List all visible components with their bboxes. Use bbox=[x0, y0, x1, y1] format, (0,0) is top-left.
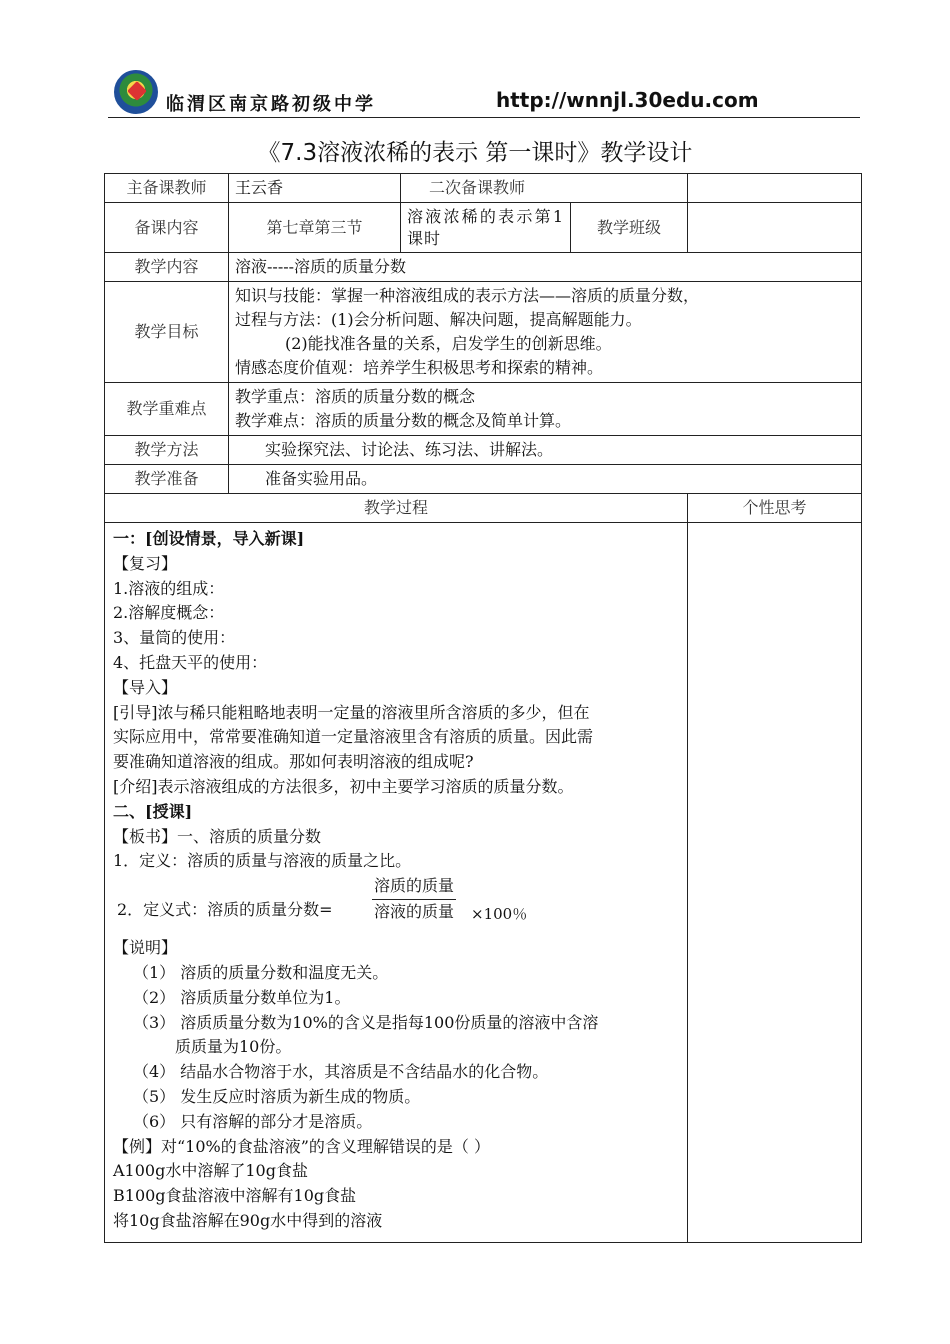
review-item: 2.溶解度概念： bbox=[113, 603, 225, 623]
example-option: B100g食盐溶液中溶解有10g食盐 bbox=[113, 1186, 357, 1206]
note-item: （4） 结晶水合物溶于水，其溶质是不含结晶水的化合物。 bbox=[133, 1062, 549, 1082]
lesson-value: 溶液浓稀的表示第1课时 bbox=[401, 203, 571, 253]
intro-line: [介绍]表示溶液组成的方法很多，初中主要学习溶质的质量分数。 bbox=[113, 776, 574, 796]
formula-numerator: 溶质的质量 bbox=[372, 874, 456, 900]
goals-value bbox=[229, 282, 862, 383]
example-option: A100g水中溶解了10g食盐 bbox=[113, 1161, 308, 1181]
formula-denominator: 溶液的质量 bbox=[374, 902, 455, 922]
note-item: （6） 只有溶解的部分才是溶质。 bbox=[133, 1111, 373, 1131]
review-item: 1.溶液的组成： bbox=[113, 578, 225, 598]
intro-line: 要准确知道溶液的组成。那如何表明溶液的组成呢? bbox=[113, 752, 474, 772]
formula-multiplier: ×100％ bbox=[471, 905, 528, 924]
lesson-plan-table bbox=[104, 173, 862, 1243]
goals-label: 教学目标 bbox=[105, 282, 229, 383]
review-item: 3、量筒的使用： bbox=[113, 628, 236, 648]
prep-label: 教学准备 bbox=[105, 465, 229, 494]
example-question: 【例】对“10%的食盐溶液”的含义理解错误的是（ ） bbox=[113, 1136, 491, 1156]
review-tag: 【复习】 bbox=[113, 553, 178, 573]
note-tag: 【说明】 bbox=[113, 938, 178, 958]
thinking-column bbox=[688, 523, 862, 1243]
formula bbox=[113, 874, 681, 924]
note-item-continued: 质质量为10份。 bbox=[175, 1037, 292, 1057]
intro-line: 实际应用中，常常要准确知道一定量溶液里含有溶质的质量。因此需 bbox=[113, 727, 594, 747]
main-teacher-label: 主备课教师 bbox=[105, 174, 229, 203]
process-content bbox=[105, 523, 688, 1243]
example-option: 将10g食盐溶解在90g水中得到的溶液 bbox=[113, 1210, 383, 1230]
key-value bbox=[229, 383, 862, 436]
method-label: 教学方法 bbox=[105, 436, 229, 465]
definition-line: 1．定义：溶质的质量与溶液的质量之比。 bbox=[113, 851, 412, 871]
goal-attitude: 情感态度价值观：培养学生积极思考和探索的精神。 bbox=[235, 358, 604, 377]
document-title: 《7.3溶液浓稀的表示 第一课时》教学设计 bbox=[257, 140, 693, 166]
chapter-value: 第七章第三节 bbox=[229, 203, 401, 253]
note-item: （2） 溶质质量分数单位为1。 bbox=[133, 987, 351, 1007]
note-item: （3） 溶质质量分数为10%的含义是指每100份质量的溶液中含溶 bbox=[133, 1012, 599, 1032]
goal-knowledge: 知识与技能：掌握一种溶液组成的表示方法——溶质的质量分数， bbox=[235, 286, 700, 305]
prep-value: 准备实验用品。 bbox=[229, 465, 862, 494]
goal-process-2: (2)能找准各量的关系，启发学生的创新思维。 bbox=[285, 334, 612, 353]
main-teacher-value: 王云香 bbox=[229, 174, 401, 203]
second-teacher-label: 二次备课教师 bbox=[401, 174, 688, 203]
content-label: 备课内容 bbox=[105, 203, 229, 253]
note-item: （5） 发生反应时溶质为新生成的物质。 bbox=[133, 1086, 421, 1106]
process-header: 教学过程 bbox=[105, 494, 688, 523]
method-value: 实验探究法、讨论法、练习法、讲解法。 bbox=[229, 436, 862, 465]
class-label: 教学班级 bbox=[571, 203, 688, 253]
formula-label: 2．定义式：溶质的质量分数= bbox=[117, 900, 333, 920]
review-item: 4、托盘天平的使用： bbox=[113, 652, 268, 672]
teach-content-value: 溶液-----溶质的质量分数 bbox=[229, 253, 862, 282]
thinking-header: 个性思考 bbox=[688, 494, 862, 523]
key-label: 教学重难点 bbox=[105, 383, 229, 436]
difficult-point: 教学难点：溶质的质量分数的概念及简单计算。 bbox=[235, 411, 572, 430]
second-teacher-value bbox=[688, 174, 862, 203]
teach-content-label: 教学内容 bbox=[105, 253, 229, 282]
section-2-heading: 二、[授课] bbox=[113, 801, 193, 821]
key-point: 教学重点：溶质的质量分数的概念 bbox=[235, 387, 476, 406]
goal-process: 过程与方法：(1)会分析问题、解决问题，提高解题能力。 bbox=[235, 310, 642, 329]
school-url[interactable]: http://wnnjl.30edu.com bbox=[496, 88, 759, 112]
section-1-heading: 一：[创设情景，导入新课] bbox=[113, 529, 305, 548]
intro-line: [引导]浓与稀只能粗略地表明一定量的溶液里所含溶质的多少，但在 bbox=[113, 702, 590, 722]
note-item: （1） 溶质的质量分数和温度无关。 bbox=[133, 962, 389, 982]
school-name: 临渭区南京路初级中学 bbox=[166, 94, 376, 115]
class-value bbox=[688, 203, 862, 253]
intro-tag: 【导入】 bbox=[113, 677, 178, 697]
board-line: 【板书】一、溶质的质量分数 bbox=[113, 826, 322, 846]
page-header bbox=[108, 66, 860, 118]
school-logo-icon bbox=[114, 70, 158, 114]
